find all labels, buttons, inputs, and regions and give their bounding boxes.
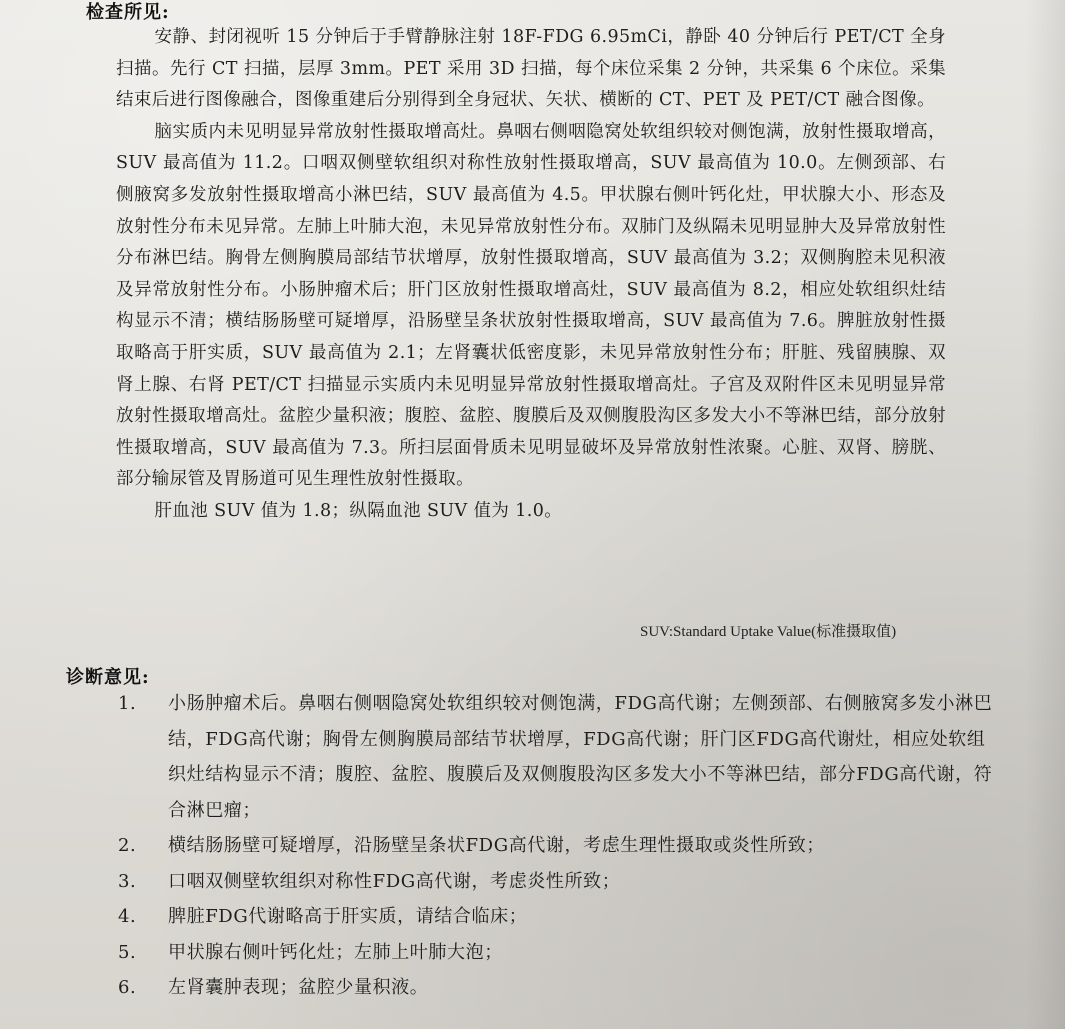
diagnosis-item-number: 3. [118,870,137,892]
diagnosis-item [118,970,998,1006]
diagnosis-item-number: 1. [118,693,137,714]
diagnosis-item [118,899,998,935]
paper-edge-shadow [1025,0,1065,1029]
diagnosis-item-text: 脾脏FDG代谢略高于肝实质，请结合临床； [168,906,528,927]
findings-paragraph-observations: 脑实质内未见明显异常放射性摄取增高灶。鼻咽右侧咽隐窝处软组织较对侧饱满，放射性摄取增高，SUV 最高值为 11.2。口咽双侧壁软组织对称性放射性摄取增高，SUV 最高值为 10.0。左侧颈部、右侧腋窝多发放射性摄取增高小淋巴结，SUV 最高值为 4.5。甲状腺右侧叶钙化灶，甲状腺大小、形态及放射性分布未见异常。左肺上叶肺大泡，未见异常放射性分布。双肺门及纵隔未见明显肿大及异常放射性分布淋巴结。胸骨左侧胸膜局部结节状增厚，放射性摄取增高，SUV 最高值为 3.2；双侧胸腔未见积液及异常放射性分布。小肠肿瘤术后；肝门区放射性摄取增高灶，SUV 最高值为 8.2，相应处软组织灶结构显示不清；横结肠肠壁可疑增厚，沿肠壁呈条状放射性摄取增高，SUV 最高值为 7.6。脾脏放射性摄取略高于肝实质，SUV 最高值为 2.1；左肾囊状低密度影，未见异常放射性分布；肝脏、残留胰腺、双肾上腺、右肾 PET/CT 扫描显示实质内未见明显异常放射性摄取增高灶。子宫及双附件区未见明显异常放射性摄取增高灶。盆腔少量积液；腹腔、盆腔、腹膜后及双侧腹股沟区多发大小不等淋巴结，部分放射性摄取增高，SUV 最高值为 7.3。所扫层面骨质未见明显破坏及异常放射性浓聚。心脏、双肾、膀胱、部分输尿管及胃肠道可见生理性放射性摄取。 [116,121,946,490]
diagnosis-item-number: 6. [118,977,137,998]
diagnosis-item-text: 甲状腺右侧叶钙化灶；左肺上叶肺大泡； [168,941,503,963]
diagnosis-item-text: 口咽双侧壁软组织对称性FDG高代谢，考虑炎性所致； [168,870,621,892]
diagnosis-item-number: 5. [118,941,137,963]
diagnosis-item [118,828,998,864]
diagnosis-item-text: 左肾囊肿表现；盆腔少量积液。 [168,977,429,998]
diagnosis-item-text: 小肠肿瘤术后。鼻咽右侧咽隐窝处软组织较对侧饱满，FDG高代谢；左侧颈部、右侧腋窝多发小淋巴结，FDG高代谢；胸骨左侧胸膜局部结节状增厚，FDG高代谢；肝门区FDG高代谢灶，相应处软组织灶结构显示不清；腹腔、盆腔、腹膜后及双侧腹股沟区多发大小不等淋巴结，部分FDG高代谢，符合淋巴瘤； [168,693,993,821]
diagnosis-item [118,864,998,900]
diagnosis-item-number: 2. [118,835,137,856]
suv-definition-note: SUV:Standard Uptake Value(标准摄取值) [640,624,897,640]
findings-title: 检查所见: [86,2,170,23]
diagnosis-item [118,686,998,828]
findings-paragraph-scan-protocol: 安静、封闭视听 15 分钟后于手臂静脉注射 18F-FDG 6.95mCi，静卧 40 分钟后行 PET/CT 全身扫描。先行 CT 扫描，层厚 3mm。PET 采用 3D 扫描，每个床位采集 2 分钟，共采集 6 个床位。采集结束后进行图像融合，图像重建后分别得到全身冠状、矢状、横断的 CT、PET 及 PET/CT 融合图像。 [116,27,946,111]
findings-paragraph-blood-pool: 肝血池 SUV 值为 1.8；纵隔血池 SUV 值为 1.0。 [154,500,563,521]
diagnosis-list [118,686,998,1006]
diagnosis-item-number: 4. [118,906,137,927]
diagnosis-title: 诊断意见: [66,667,150,688]
findings-body [116,22,946,528]
diagnosis-item [118,935,998,971]
diagnosis-item-text: 横结肠肠壁可疑增厚，沿肠壁呈条状FDG高代谢，考虑生理性摄取或炎性所致； [168,835,825,856]
